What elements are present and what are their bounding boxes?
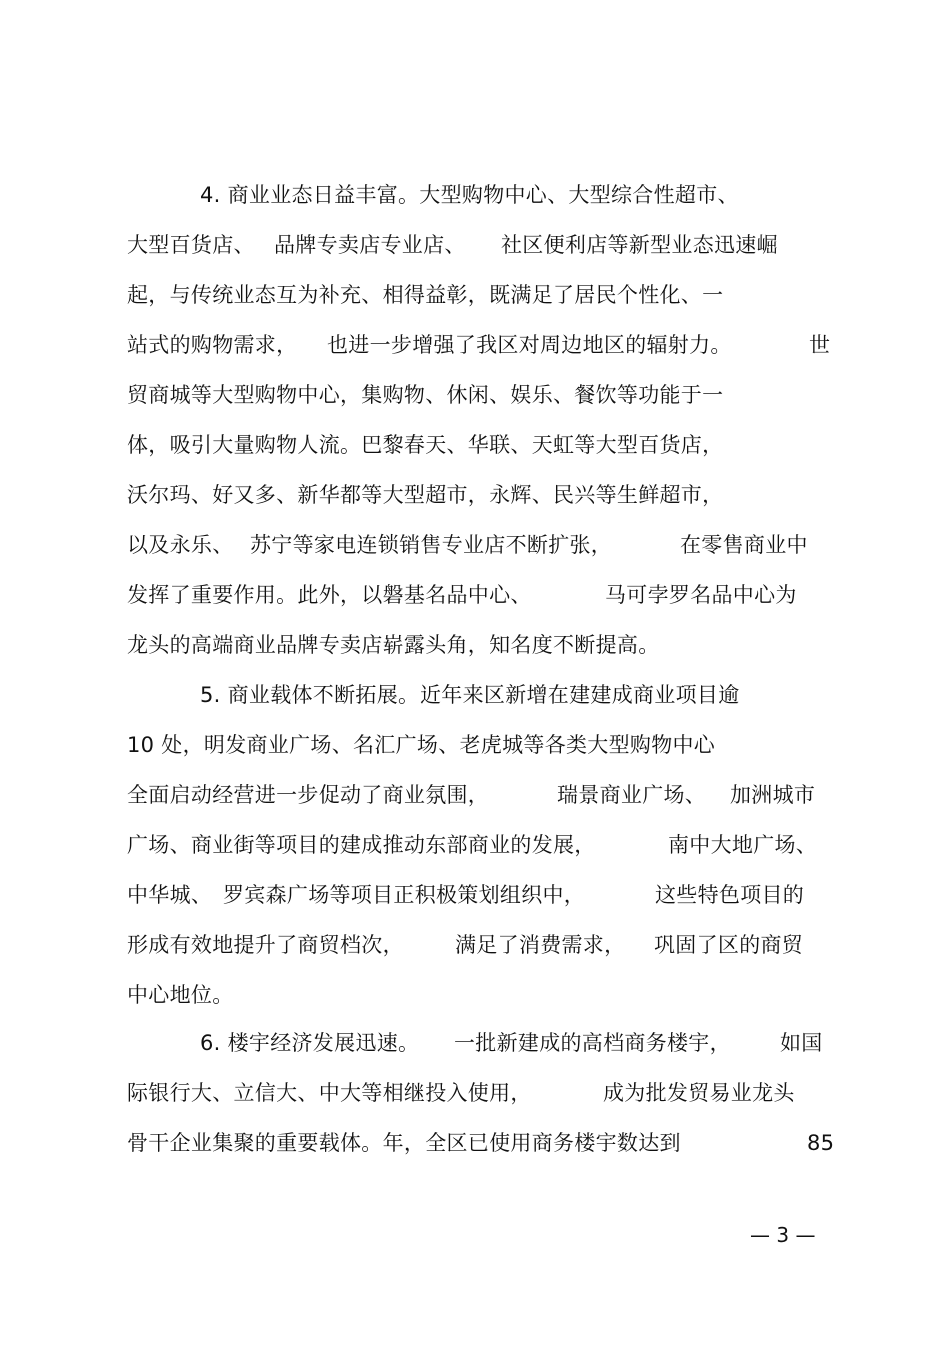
text-segment: 近年来区新增在建建成商业项目逾 (420, 683, 740, 707)
text-segment: 形成有效地提升了商贸档次， (127, 933, 404, 957)
text-segment: 瑞景商业广场、 (557, 783, 707, 807)
text-segment: 沃尔玛、好又多、新华都等大型超市，永辉、民兴等生鲜超市， (127, 483, 724, 507)
text-segment: 这些特色项目的 (655, 883, 805, 907)
text-segment: 巩固了区的商贸 (654, 933, 804, 957)
text-segment: 马可孛罗名品中心为 (605, 583, 797, 607)
text-segment: 10 处，明发商业广场、名汇广场、老虎城等各类大型购物中心 (127, 733, 716, 757)
text-segment: 4. 商业业态日益丰富。大型购物中心、大型综合性超市、 (200, 183, 739, 207)
text-segment: 6. 楼宇经济发展迅速。 (200, 1031, 420, 1055)
text-segment: 加洲城市 (730, 783, 816, 807)
text-segment: 站式的购物需求， (127, 333, 298, 357)
text-segment: 也进一步增强了我区对周边地区的辐射力。 (327, 333, 732, 357)
page-number: — 3 — (750, 1223, 816, 1247)
text-segment: 品牌专卖店专业店、 (274, 233, 466, 257)
text-segment: 满足了消费需求， (455, 933, 626, 957)
text-segment: 一批新建成的高档商务楼宇， (454, 1031, 731, 1055)
text-segment: 在零售商业中 (680, 533, 808, 557)
text-segment: 罗宾森广场等项目正积极策划组织中， (223, 883, 586, 907)
text-segment: 中华城、 (127, 883, 213, 907)
text-segment: 如国 (780, 1031, 823, 1055)
text-segment: 中心地位。 (127, 983, 234, 1007)
text-segment: 体，吸引大量购物人流。巴黎春天、华联、天虹等大型百货店， (127, 433, 724, 457)
text-segment: 以及永乐、 (127, 533, 234, 557)
text-segment: 发挥了重要作用。此外，以磐基名品中心、 (127, 583, 532, 607)
text-segment: 际银行大、立信大、中大等相继投入使用， (127, 1081, 532, 1105)
text-segment: 骨干企业集聚的重要载体。年，全区已使用商务楼宇数达到 (127, 1131, 681, 1155)
text-segment: 85 (807, 1131, 835, 1155)
text-segment: 成为批发贸易业龙头 (603, 1081, 795, 1105)
text-segment: 5. 商业载体不断拓展。 (200, 683, 420, 707)
text-segment: 起，与传统业态互为补充、相得益彰，既满足了居民个性化、一 (127, 283, 724, 307)
text-segment: 世 (809, 333, 831, 357)
text-segment: 广场、商业街等项目的建成推动东部商业的发展， (127, 833, 596, 857)
text-segment: 社区便利店等新型业态迅速崛 (501, 233, 778, 257)
text-segment: 贸商城等大型购物中心，集购物、休闲、娱乐、餐饮等功能于一 (127, 383, 724, 407)
text-segment: 苏宁等家电连锁销售专业店不断扩张， (250, 533, 613, 557)
text-segment: 南中大地广场、 (668, 833, 818, 857)
text-segment: 大型百货店、 (127, 233, 255, 257)
text-segment: 龙头的高端商业品牌专卖店崭露头角，知名度不断提高。 (127, 633, 660, 657)
text-segment: 全面启动经营进一步促动了商业氛围， (127, 783, 490, 807)
